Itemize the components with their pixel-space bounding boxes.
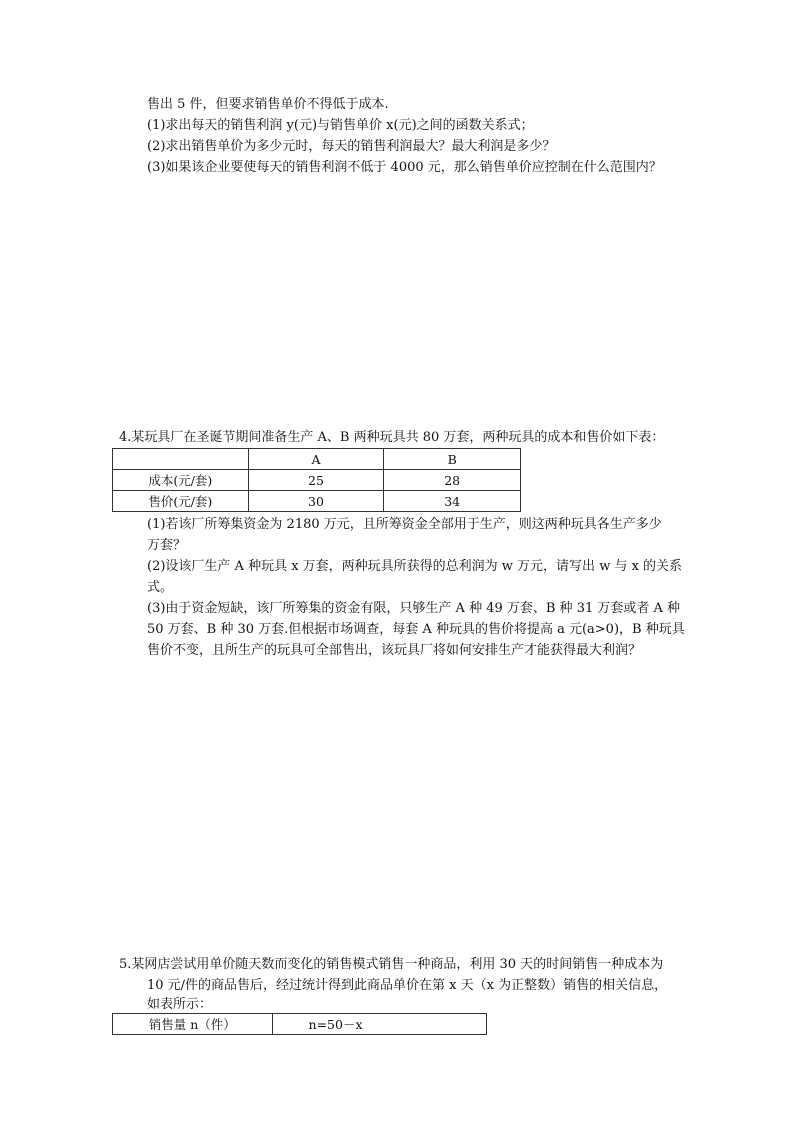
q4-line-4: 式。	[147, 580, 174, 595]
table-row	[113, 1014, 487, 1035]
table-cell: 34	[384, 491, 521, 512]
q4-intro: 4.某玩具厂在圣诞节期间准备生产 A、B 两种玩具共 80 万套，两种玩具的成本和售价如下表：	[119, 430, 665, 445]
table-cell: 30	[248, 491, 384, 512]
q4-cost-price-table	[112, 448, 521, 512]
q4-line-6: 50 万套、B 种 30 万套.但根据市场调查，每套 A 种玩具的售价将提高 a 元(a>0)，B 种玩具	[147, 622, 685, 637]
table-header-row	[113, 449, 521, 470]
table-row	[113, 491, 521, 512]
q3-line-2: (1)求出每天的销售利润 y(元)与销售单价 x(元)之间的函数关系式；	[147, 118, 534, 133]
table-cell: 售价(元/套)	[113, 491, 249, 512]
table-cell: 25	[248, 470, 384, 491]
table-cell	[113, 449, 249, 470]
table-cell: 成本(元/套)	[113, 470, 249, 491]
table-cell: B	[384, 449, 521, 470]
table-cell: A	[248, 449, 384, 470]
q4-line-7: 售价不变，且所生产的玩具可全部售出，该玩具厂将如何安排生产才能获得最大利润？	[147, 643, 642, 658]
table-cell: n=50－x	[272, 1014, 486, 1035]
q4-line-5: (3)由于资金短缺，该厂所筹集的资金有限，只够生产 A 种 49 万套、B 种 31 万套或者 A 种	[147, 601, 681, 616]
q3-line-3: (2)求出销售单价为多少元时，每天的销售利润最大？最大利润是多少？	[147, 139, 556, 154]
q3-line-4: (3)如果该企业要使每天的销售利润不低于 4000 元，那么销售单价应控制在什么范围内？	[147, 160, 662, 175]
q4-line-3: (2)设该厂生产 A 种玩具 x 万套，两种玩具所获得的总利润为 w 万元，请写出 w 与 x 的关系	[147, 559, 683, 574]
q4-line-2: 万套？	[147, 538, 187, 553]
q5-line-3: 如表所示：	[147, 997, 213, 1012]
q3-line-1: 售出 5 件，但要求销售单价不得低于成本.	[147, 97, 389, 112]
q5-line-2: 10 元/件的商品售后，经过统计得到此商品单价在第 x 天（x 为正整数）销售的相关信息，	[147, 978, 668, 993]
q5-line-1: 5.某网店尝试用单价随天数而变化的销售模式销售一种商品，利用 30 天的时间销售一种成本为	[119, 957, 664, 972]
q4-line-1: (1)若该厂所筹集资金为 2180 万元，且所筹资金全部用于生产，则这两种玩具各生产多少	[147, 517, 662, 532]
table-row	[113, 470, 521, 491]
q5-sales-table	[112, 1013, 487, 1035]
table-cell: 销售量 n（件）	[113, 1014, 273, 1035]
table-cell: 28	[384, 470, 521, 491]
